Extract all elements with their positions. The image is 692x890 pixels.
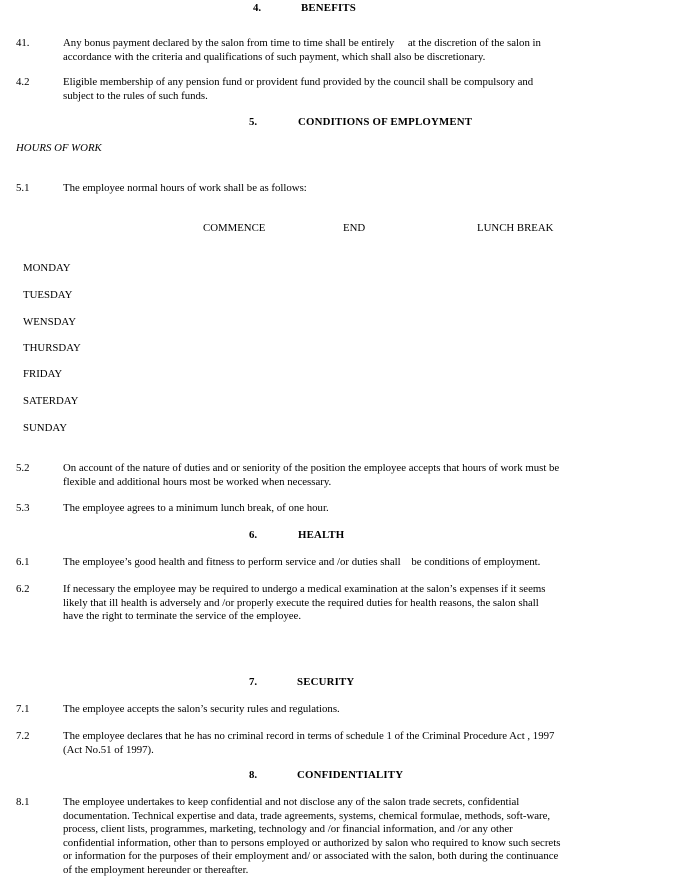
clause-8-1-line: documentation. Technical expertise and data, trade agreements, systems, chemical formulae, methods, soft-ware, <box>63 809 551 822</box>
clause-4-2-line: Eligible membership of any pension fund or provident fund provided by the council shall be compulsory and <box>63 76 534 88</box>
clause-5-2-number: 5.2 <box>16 462 30 474</box>
column-header-commence: COMMENCE <box>203 222 266 234</box>
clause-4-2-number: 4.2 <box>16 76 30 88</box>
clause-6-1-text <box>63 556 623 570</box>
clause-6-2-number: 6.2 <box>16 583 30 595</box>
day-row-label: WENSDAY <box>23 316 76 328</box>
clause-4-2-line: subject to the rules of such funds. <box>63 89 208 102</box>
clause-5-3-line: The employee agrees to a minimum lunch break, of one hour. <box>63 502 329 514</box>
clause-4-1-text <box>63 37 623 64</box>
clause-5-1-line: The employee normal hours of work shall be as follows: <box>63 182 307 194</box>
section-4-number: 4. <box>253 2 262 14</box>
clause-7-2-number: 7.2 <box>16 730 30 742</box>
clause-4-2-text <box>63 76 623 103</box>
hours-of-work-subheading: HOURS OF WORK <box>16 142 102 154</box>
section-5-title: CONDITIONS OF EMPLOYMENT <box>298 116 473 128</box>
clause-5-2-text <box>63 462 623 489</box>
clause-7-2-line: (Act No.51 of 1997). <box>63 743 154 756</box>
clause-5-3-text <box>63 502 623 516</box>
day-row-label: FRIDAY <box>23 368 63 380</box>
day-row-label: TUESDAY <box>23 289 73 301</box>
section-6-number: 6. <box>249 529 258 541</box>
clause-6-1-number: 6.1 <box>16 556 30 568</box>
clause-5-3-number: 5.3 <box>16 502 30 514</box>
clause-8-1-number: 8.1 <box>16 796 30 808</box>
clause-6-2-text <box>63 583 623 624</box>
clause-5-1-number: 5.1 <box>16 182 30 194</box>
clause-8-1-text <box>63 796 623 877</box>
clause-8-1-line: The employee undertakes to keep confidential and not disclose any of the salon trade secrets, confidential <box>63 796 520 808</box>
clause-8-1-line: or information for the purposes of their employment and/ or associated with the salon, both during the continuance <box>63 850 559 862</box>
section-7-number: 7. <box>249 676 258 688</box>
clause-7-1-line: The employee accepts the salon’s security rules and regulations. <box>63 703 340 715</box>
clause-4-1-line: Any bonus payment declared by the salon from time to time shall be entirely at the discretion of the salon in <box>63 37 541 49</box>
clause-7-2-text <box>63 730 623 757</box>
clause-8-1-line: process, client lists, programmes, marketing, technology and /or financial information, and /or any other <box>63 823 513 835</box>
clause-7-2-line: The employee declares that he has no criminal record in terms of schedule 1 of the Criminal Procedure Act , 1997 <box>63 730 555 742</box>
section-7-title: SECURITY <box>297 676 355 688</box>
day-row-label: SATERDAY <box>23 395 79 407</box>
clause-6-1-line: The employee’s good health and fitness to perform service and /or duties shall be conditions of employment. <box>63 556 541 568</box>
column-header-end: END <box>343 222 366 234</box>
clause-4-1-number: 41. <box>16 37 30 49</box>
section-8-title: CONFIDENTIALITY <box>297 769 404 781</box>
section-5-number: 5. <box>249 116 258 128</box>
clause-7-1-number: 7.1 <box>16 703 30 715</box>
column-header-lunch-break: LUNCH BREAK <box>477 222 554 234</box>
clause-8-1-line: of the employment hereunder or thereafter. <box>63 863 249 876</box>
clause-5-2-line: flexible and additional hours most be worked when necessary. <box>63 475 332 488</box>
clause-6-2-line: likely that ill health is adversely and /or properly execute the required duties for health reasons, the salon shall <box>63 596 539 609</box>
clause-8-1-line: confidential information, other than to persons employed or authorized by salon who required to know such secrets <box>63 836 561 849</box>
section-8-number: 8. <box>249 769 258 781</box>
day-row-label: MONDAY <box>23 262 71 274</box>
day-row-label: THURSDAY <box>23 342 81 354</box>
clause-4-1-line: accordance with the criteria and qualifications of such payment, which shall also be discretionary. <box>63 50 486 63</box>
clause-6-2-line: have the right to terminate the service of the employee. <box>63 610 302 622</box>
clause-6-2-line: If necessary the employee may be required to undergo a medical examination at the salon’s expenses if it seems <box>63 583 546 595</box>
section-4-title: BENEFITS <box>301 2 357 14</box>
clause-5-2-line: On account of the nature of duties and or seniority of the position the employee accepts that hours of work must be <box>63 462 560 474</box>
section-6-title: HEALTH <box>298 529 345 541</box>
clause-7-1-text <box>63 703 623 717</box>
day-row-label: SUNDAY <box>23 422 67 434</box>
clause-5-1-text <box>63 182 623 196</box>
